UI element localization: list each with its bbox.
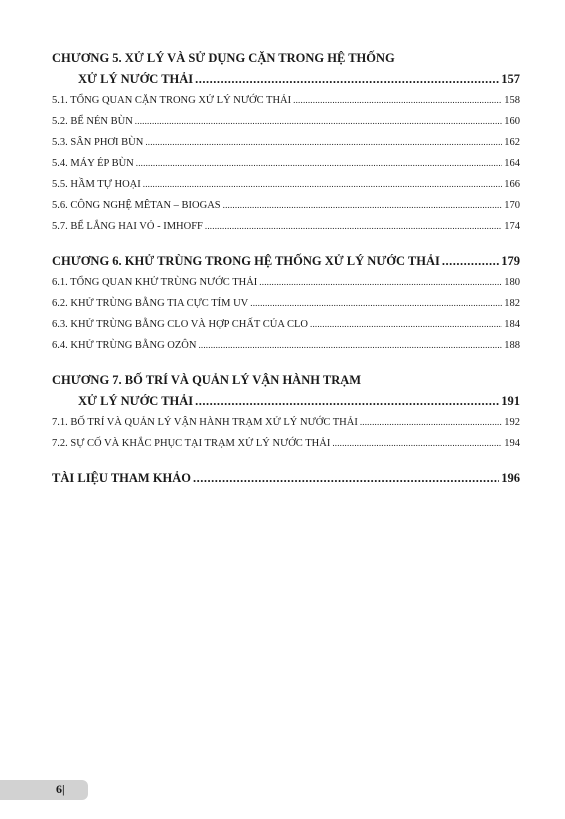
toc-entry-page: 162 — [504, 137, 520, 148]
toc-entry-page: 194 — [504, 438, 520, 449]
dot-leader — [195, 69, 499, 90]
dot-leader — [310, 314, 502, 335]
dot-leader — [360, 412, 502, 433]
toc-entry-page: 160 — [504, 116, 520, 127]
toc-entry-page: 174 — [504, 221, 520, 232]
toc-entry-title: 6.4. KHỬ TRÙNG BẰNG OZÔN — [52, 340, 197, 351]
dot-leader — [442, 251, 499, 272]
dot-leader — [145, 132, 502, 153]
chapter-5-page: 157 — [501, 72, 520, 86]
chapter-7-heading[interactable] — [52, 370, 520, 412]
chapter-6-heading[interactable] — [52, 251, 520, 272]
chapter-7-page: 191 — [501, 394, 520, 408]
toc-entry-title: 6.3. KHỬ TRÙNG BẰNG CLO VÀ HỢP CHẤT CỦA CLO — [52, 319, 308, 330]
dot-leader — [332, 433, 502, 454]
toc-entry-title: 7.1. BỐ TRÍ VÀ QUẢN LÝ VẬN HÀNH TRẠM XỬ LÝ NƯỚC THẢI — [52, 417, 358, 428]
toc-entry-page: 182 — [504, 298, 520, 309]
dot-leader — [143, 174, 503, 195]
toc-entry-title: 5.7. BỂ LẮNG HAI VỎ - IMHOFF — [52, 221, 203, 232]
table-of-contents — [52, 48, 520, 489]
chapter-6-group — [52, 251, 520, 356]
page-number: 6| — [56, 782, 65, 796]
toc-entry-title: 5.5. HẦM TỰ HOẠI — [52, 179, 141, 190]
dot-leader — [136, 153, 502, 174]
toc-entry-title: 7.2. SỰ CỐ VÀ KHẮC PHỤC TẠI TRẠM XỬ LÝ NƯỚC THẢI — [52, 438, 331, 449]
toc-entry-page: 166 — [504, 179, 520, 190]
chapter-7-title-line2: XỬ LÝ NƯỚC THẢI — [78, 394, 194, 408]
toc-entry-title: 5.2. BỂ NÉN BÙN — [52, 116, 133, 127]
toc-entry-page: 164 — [504, 158, 520, 169]
chapter-7-group — [52, 370, 520, 454]
toc-entry-title: 5.3. SÂN PHƠI BÙN — [52, 137, 144, 148]
dot-leader — [259, 272, 502, 293]
dot-leader — [135, 111, 502, 132]
footer-page-tab — [0, 780, 88, 800]
toc-entry-6-2[interactable] — [52, 293, 520, 314]
toc-entry-page: 188 — [504, 340, 520, 351]
dot-leader — [223, 195, 503, 216]
toc-entry-5-4[interactable] — [52, 153, 520, 174]
references-title: TÀI LIỆU THAM KHẢO — [52, 471, 192, 485]
chapter-5-heading[interactable] — [52, 48, 520, 90]
toc-entry-7-2[interactable] — [52, 433, 520, 454]
dot-leader — [293, 90, 502, 111]
toc-entry-6-1[interactable] — [52, 272, 520, 293]
toc-entry-references[interactable] — [52, 468, 520, 489]
chapter-5-group — [52, 48, 520, 237]
toc-entry-6-4[interactable] — [52, 335, 520, 356]
toc-entry-page: 192 — [504, 417, 520, 428]
toc-entry-5-3[interactable] — [52, 132, 520, 153]
toc-entry-7-1[interactable] — [52, 412, 520, 433]
dot-leader — [193, 468, 499, 489]
dot-leader — [198, 335, 502, 356]
dot-leader — [195, 391, 499, 412]
toc-entry-5-2[interactable] — [52, 111, 520, 132]
references-page: 196 — [501, 471, 520, 485]
toc-entry-page: 170 — [504, 200, 520, 211]
toc-entry-page: 158 — [504, 95, 520, 106]
chapter-7-title-line1: CHƯƠNG 7. BỐ TRÍ VÀ QUẢN LÝ VẬN HÀNH TRẠM — [52, 373, 362, 387]
toc-entry-title: 6.2. KHỬ TRÙNG BẰNG TIA CỰC TÍM UV — [52, 298, 249, 309]
toc-entry-6-3[interactable] — [52, 314, 520, 335]
toc-entry-5-6[interactable] — [52, 195, 520, 216]
toc-entry-title: 5.4. MÁY ÉP BÙN — [52, 158, 134, 169]
toc-entry-5-7[interactable] — [52, 216, 520, 237]
toc-entry-page: 184 — [504, 319, 520, 330]
toc-entry-title: 5.1. TỔNG QUAN CẶN TRONG XỬ LÝ NƯỚC THẢI — [52, 95, 292, 106]
dot-leader — [205, 216, 502, 237]
chapter-6-page: 179 — [501, 254, 520, 268]
chapter-6-title: CHƯƠNG 6. KHỬ TRÙNG TRONG HỆ THỐNG XỬ LÝ NƯỚC THẢI — [52, 254, 440, 268]
toc-entry-5-1[interactable] — [52, 90, 520, 111]
toc-entry-5-5[interactable] — [52, 174, 520, 195]
toc-entry-page: 180 — [504, 277, 520, 288]
chapter-5-title-line2: XỬ LÝ NƯỚC THẢI — [78, 72, 194, 86]
toc-entry-title: 5.6. CÔNG NGHỆ MÊTAN – BIOGAS — [52, 200, 221, 211]
dot-leader — [250, 293, 502, 314]
toc-entry-title: 6.1. TỔNG QUAN KHỬ TRÙNG NƯỚC THẢI — [52, 277, 258, 288]
chapter-5-title-line1: CHƯƠNG 5. XỬ LÝ VÀ SỬ DỤNG CẶN TRONG HỆ THỐNG — [52, 51, 395, 65]
